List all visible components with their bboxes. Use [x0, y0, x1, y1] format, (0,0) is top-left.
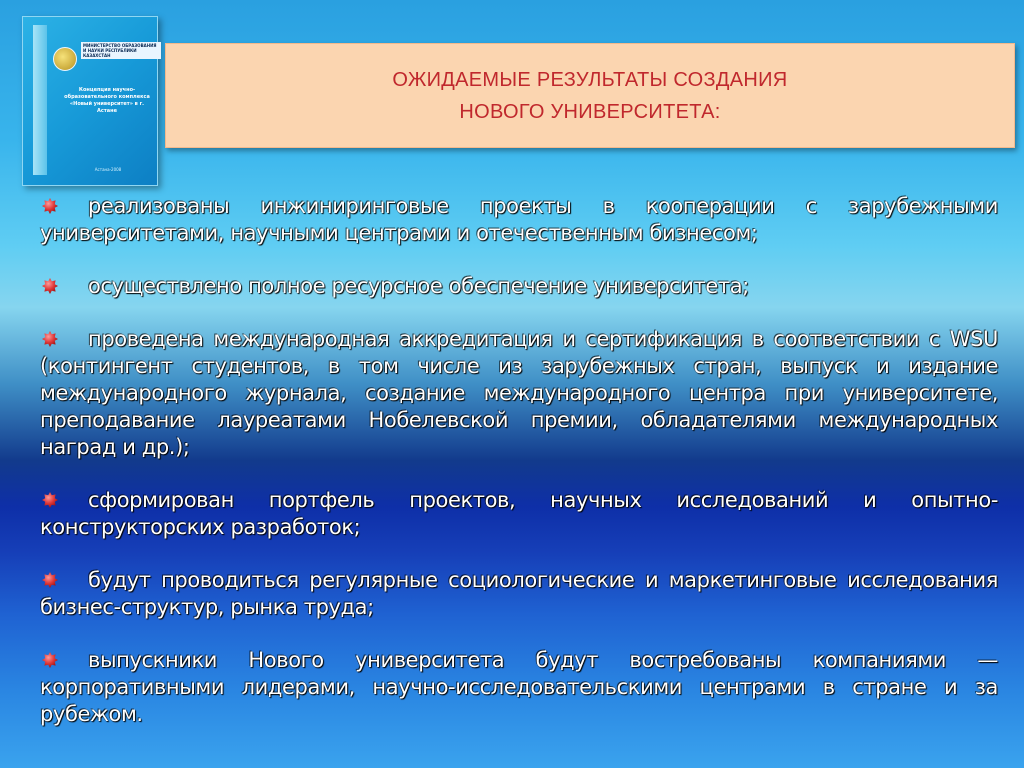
- list-item: [40, 193, 998, 247]
- list-item: [40, 273, 998, 300]
- bullet-icon: [42, 198, 58, 214]
- slide-title: [392, 64, 787, 128]
- bullet-icon: [42, 572, 58, 588]
- bullet-icon: [42, 652, 58, 668]
- emblem-icon: [53, 47, 77, 71]
- list-item-text: реализованы инжиниринговые проекты в кооперации с зарубежными университетами, научными центрами и отечественным бизнесом;: [40, 194, 998, 245]
- list-item-text: сформирован портфель проектов, научных исследований и опытно-конструкторских разработок;: [40, 488, 998, 539]
- cover-city-text: Астана-2008: [94, 167, 122, 172]
- list-item: [40, 487, 998, 541]
- list-item: [40, 567, 998, 621]
- list-item-text: осуществлено полное ресурсное обеспечение университета;: [88, 274, 749, 298]
- cover-ministry-text: МИНИСТЕРСТВО ОБРАЗОВАНИЯ И НАУКИ РЕСПУБЛИКИ КАЗАХСТАН: [81, 42, 161, 59]
- list-item: [40, 647, 998, 728]
- cover-spine: [33, 25, 47, 175]
- bullet-icon: [42, 278, 58, 294]
- bullet-icon: [42, 492, 58, 508]
- title-line-2: НОВОГО УНИВЕРСИТЕТА:: [459, 100, 721, 123]
- list-item-text: выпускники Нового университета будут востребованы компаниями — корпоративными лидерами, научно-исследовательскими центрами в стране и за рубежом.: [40, 648, 998, 726]
- results-list: [40, 193, 998, 754]
- cover-title-text: Концепция научно-образовательного комплекса «Новый университет» в г. Астане: [64, 87, 150, 114]
- book-cover-image: [22, 16, 158, 186]
- list-item: [40, 326, 998, 461]
- list-item-text: будут проводиться регулярные социологические и маркетинговые исследования бизнес-структур, рынка труда;: [40, 568, 998, 619]
- title-line-1: ОЖИДАЕМЫЕ РЕЗУЛЬТАТЫ СОЗДАНИЯ: [392, 68, 788, 91]
- title-banner: [165, 43, 1015, 148]
- list-item-text: проведена международная аккредитация и сертификация в соответствии с WSU (контингент студентов, в том числе из зарубежных стран, выпуск и издание международного журнала, создание международного центра при университете, преподавание лауреатами Нобелевской премии, обладателями международных наград и др.);: [40, 327, 998, 459]
- bullet-icon: [42, 331, 58, 347]
